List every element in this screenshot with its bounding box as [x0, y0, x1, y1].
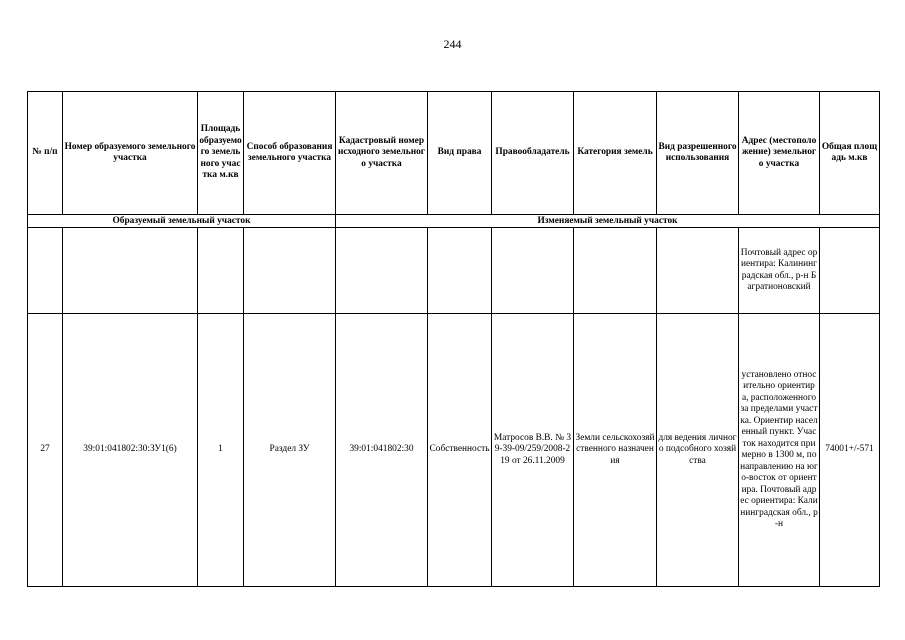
header-usage: Вид разрешенного использования — [657, 92, 739, 215]
header-total-area: Общая площадь м.кв — [820, 92, 880, 215]
row-number: 27 — [28, 314, 63, 587]
category-cell: Земли сельскохозяйственного назначения — [574, 314, 657, 587]
table-row — [28, 228, 880, 314]
section-formed: Образуемый земельный участок — [28, 215, 336, 228]
section-changed: Изменяемый земельный участок — [336, 215, 880, 228]
total-area-cell: 74001+/-571 — [820, 314, 880, 587]
header-method: Способ образования земельного участка — [244, 92, 336, 215]
header-address: Адрес (местоположение) земельного участка — [739, 92, 820, 215]
header-right-type: Вид права — [428, 92, 492, 215]
area-cell: 1 — [198, 314, 244, 587]
cadastral-cell: 39:01:041802:30 — [336, 314, 428, 587]
header-owner: Правообладатель — [492, 92, 574, 215]
method-cell: Раздел ЗУ — [244, 314, 336, 587]
header-category: Категория земель — [574, 92, 657, 215]
table-header-row — [28, 92, 880, 215]
header-cadastral: Кадастровый номер исходного земельного участка — [336, 92, 428, 215]
usage-cell: для ведения личного подсобного хозяйства — [657, 314, 739, 587]
header-number: № п/п — [28, 92, 63, 215]
land-plots-table — [27, 91, 880, 587]
section-row — [28, 215, 880, 228]
header-area: Площадь образуемого земельного участка м.кв — [198, 92, 244, 215]
header-plot-number: Номер образуемого земельного участка — [63, 92, 198, 215]
plot-number-cell: 39:01:041802:30:ЗУ1(6) — [63, 314, 198, 587]
page-number: 244 — [443, 37, 462, 51]
owner-cell: Матросов В.В. № 39-39-09/259/2008-219 от 26.11.2009 — [492, 314, 574, 587]
table-row — [28, 314, 880, 587]
address-cell: установлено относительно ориентира, расположенного за пределами участка. Ориентир населенный пункт. Участок находится примерно в 1300 м, по направлению на юго-восток от ориентира. Почтовый адрес ориентира: Калининградская обл., р-н — [739, 314, 820, 587]
right-type-cell: Собственность — [428, 314, 492, 587]
address-cell: Почтовый адрес ориентира: Калининградская обл., р-н Багратионовский — [739, 228, 820, 314]
